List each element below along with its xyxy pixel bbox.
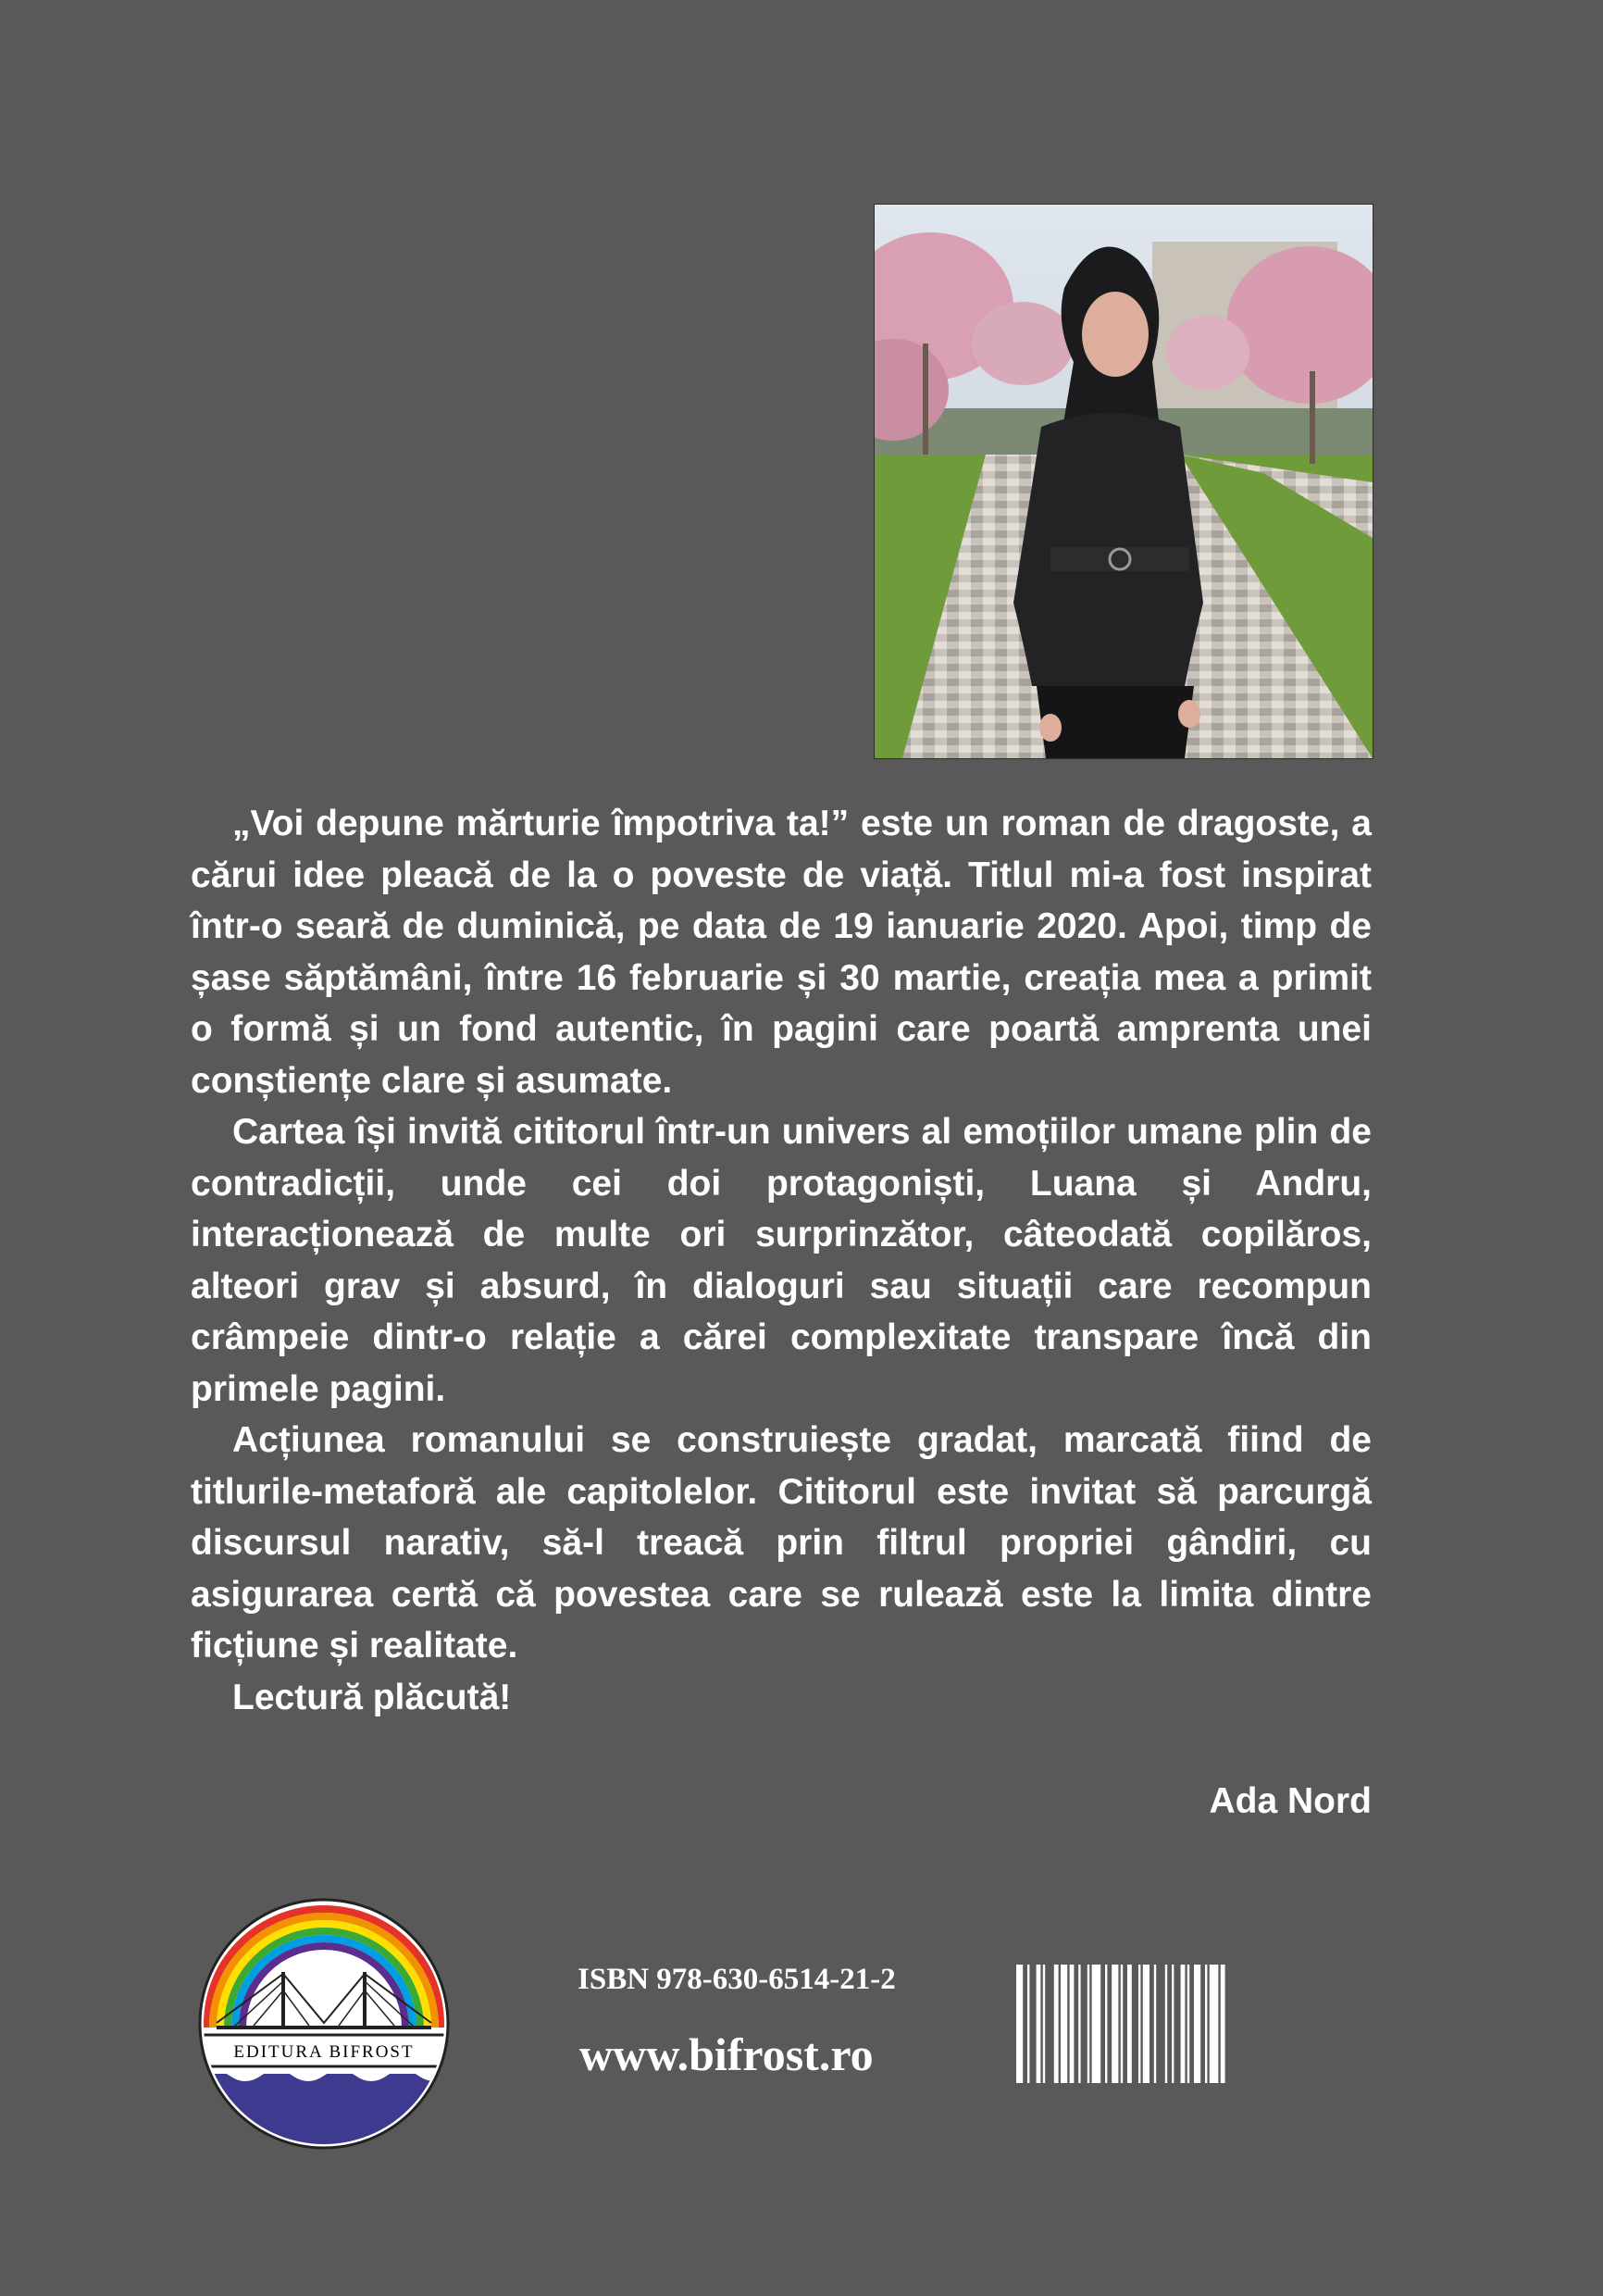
barcode-bar (1143, 1965, 1149, 2083)
isbn-number: ISBN 978-630-6514-21-2 (578, 1963, 896, 1996)
barcode-bar (1105, 1965, 1107, 2083)
publisher-logo-text: EDITURA BIFROST (233, 2042, 415, 2062)
barcode-bar (1112, 1965, 1118, 2083)
barcode-bar (1181, 1965, 1186, 2083)
barcode-bar (1194, 1965, 1200, 2083)
blurb-paragraph-3: Acțiunea romanului se construiește gradat, marcată fiind de titlurile-metaforă ale capitolelor. Cititorul este invitat să parcurgă discursul narativ, să-l treacă prin filtrul propriei gândiri, cu asigurarea certă că povestea care se rulează este la limita dintre ficțiune și realitate. (191, 1420, 1372, 1666)
back-cover-blurb (191, 798, 1372, 1723)
barcode-bar (1138, 1965, 1140, 2083)
barcode-bar (1121, 1965, 1123, 2083)
barcode-bar (1016, 1965, 1023, 2083)
barcode-bar (1043, 1965, 1045, 2083)
barcode-bar (1061, 1965, 1067, 2083)
barcode-bar (1070, 1965, 1075, 2083)
barcode-bar (1078, 1965, 1080, 2083)
publisher-website: www.bifrost.ro (579, 2028, 874, 2080)
barcode-bar (1210, 1965, 1219, 2083)
barcode-bar (1092, 1965, 1101, 2083)
barcode-bar (1205, 1965, 1207, 2083)
publisher-logo (198, 1898, 450, 2150)
author-portrait-photo-icon (875, 205, 1373, 758)
blurb-paragraph-2: Cartea își invită cititorul într-un univers al emoțiilor umane plin de contradicții, unde cei doi protagoniști, Luana și Andru, interacționează de multe ori surprinzător, câteodată copilăros, alteori grav și absurd, în dialoguri sau situații care recompun crâmpeie dintr-o relație a cărei complexitate transpare încă din primele pagini. (191, 1112, 1372, 1409)
isbn-barcode (1013, 1965, 1372, 2083)
barcode-icon (1013, 1965, 1372, 2083)
author-photo (874, 204, 1373, 759)
barcode-bar (1087, 1965, 1089, 2083)
author-signature: Ada Nord (1209, 1781, 1372, 1821)
bifrost-bridge-logo-icon (198, 1898, 450, 2150)
barcode-bar (1037, 1965, 1041, 2083)
barcode-bar (1172, 1965, 1174, 2083)
barcode-bar (1187, 1965, 1189, 2083)
blurb-closing-line: Lectură plăcută! (232, 1677, 512, 1717)
barcode-bar (1054, 1965, 1059, 2083)
barcode-bar (1154, 1965, 1156, 2083)
blurb-paragraph-1: „Voi depune mărturie împotriva ta!” este un roman de dragoste, a cărui idee pleacă de la o poveste de viață. Titlul mi-a fost inspirat într-o seară de duminică, pe data de 19 ianuarie 2020. Apoi, timp de șase săptămâni, între 16 februarie și 30 martie, creația mea a primit o formă și un fond autentic, în pagini care poartă amprenta unei conștiențe clare și asumate. (191, 804, 1372, 1101)
barcode-bar (1127, 1965, 1132, 2083)
barcode-bar (1221, 1965, 1225, 2083)
barcode-bar (1165, 1965, 1167, 2083)
barcode-bar (1027, 1965, 1029, 2083)
